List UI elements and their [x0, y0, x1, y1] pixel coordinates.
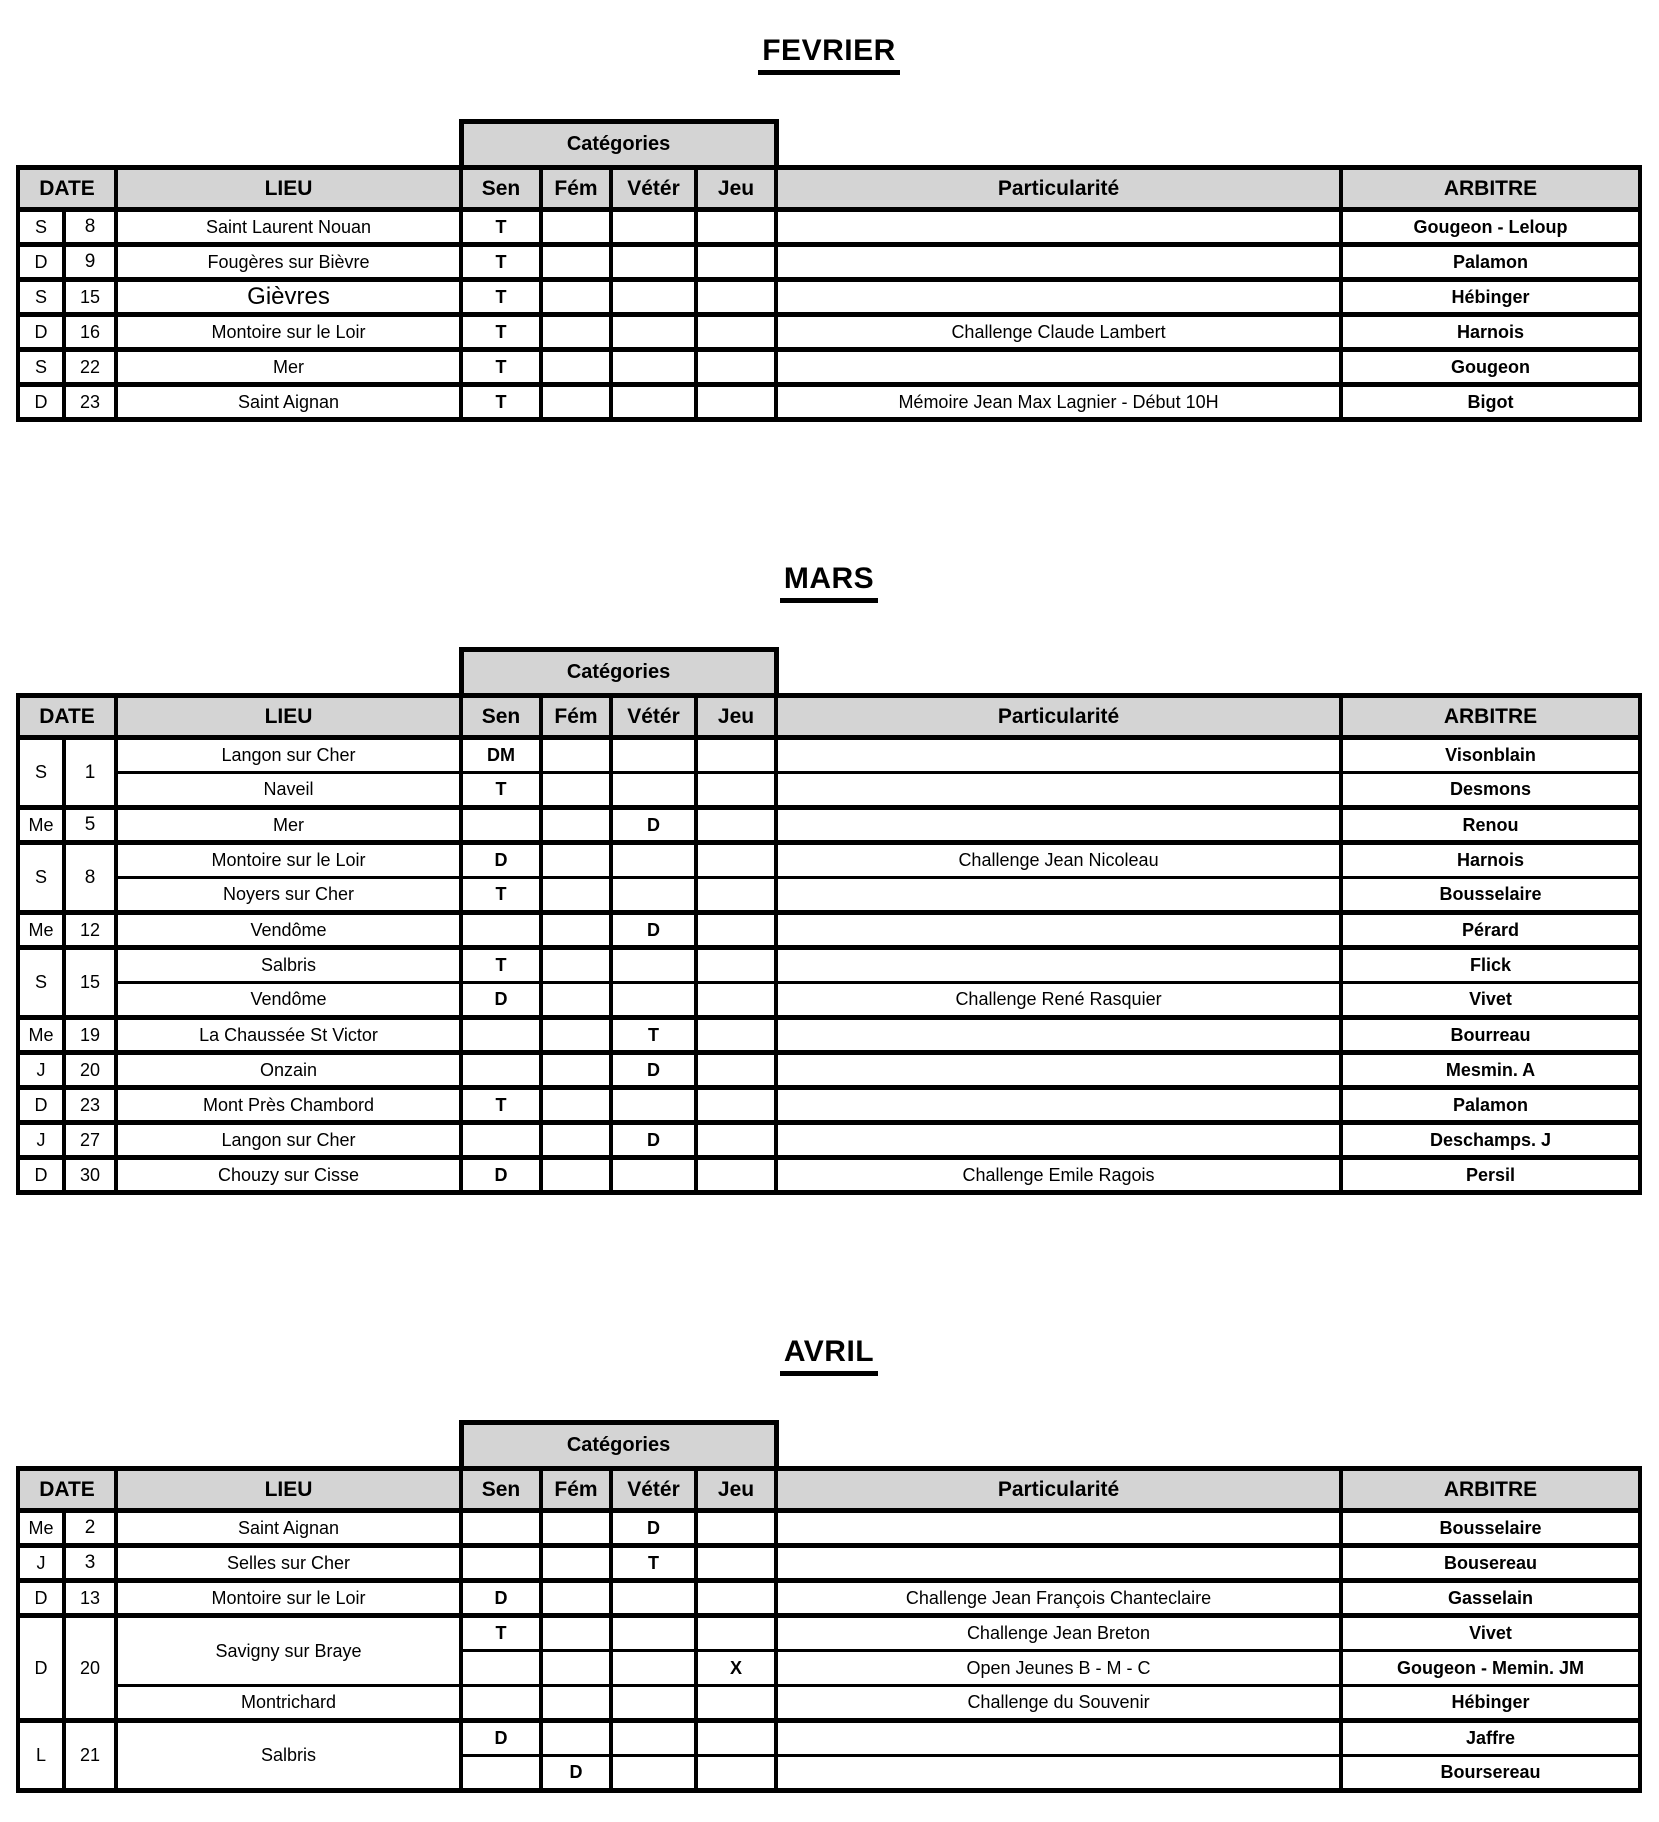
cat-veter-cell: T	[611, 1018, 696, 1053]
cat-veter-cell: D	[611, 913, 696, 948]
calendar-table-fevrier	[16, 119, 1642, 422]
column-header-fem: Fém	[541, 696, 611, 738]
particularite-cell	[776, 245, 1341, 280]
arbitre-cell: Bousereau	[1341, 1546, 1640, 1581]
arbitre-cell: Gougeon - Memin. JM	[1341, 1651, 1640, 1686]
categories-header: Catégories	[461, 650, 776, 696]
cat-jeu-cell	[696, 1511, 776, 1546]
arbitre-cell: Bousselaire	[1341, 1511, 1640, 1546]
cat-jeu-cell	[696, 210, 776, 245]
cat-fem-cell	[541, 280, 611, 315]
cat-veter-cell	[611, 948, 696, 983]
day-cell: D	[18, 385, 64, 420]
cat-jeu-cell	[696, 913, 776, 948]
cat-fem-cell	[541, 948, 611, 983]
cat-fem-cell	[541, 1686, 611, 1721]
particularite-cell	[776, 1756, 1341, 1791]
cat-fem-cell	[541, 1123, 611, 1158]
month-title-wrap	[16, 562, 1642, 603]
months-root	[16, 34, 1659, 1793]
arbitre-cell: Vivet	[1341, 983, 1640, 1018]
column-header-arbitre: ARBITRE	[1341, 1469, 1640, 1511]
lieu-cell: Salbris	[116, 948, 461, 983]
particularite-cell	[776, 738, 1341, 773]
cat-veter-cell	[611, 843, 696, 878]
cat-fem-cell	[541, 1018, 611, 1053]
day-cell: D	[18, 1581, 64, 1616]
cat-veter-cell	[611, 1088, 696, 1123]
column-header-arbitre: ARBITRE	[1341, 168, 1640, 210]
cat-fem-cell	[541, 808, 611, 843]
date-num-cell: 2	[64, 1511, 116, 1546]
day-cell: J	[18, 1546, 64, 1581]
particularite-cell	[776, 1088, 1341, 1123]
particularite-cell	[776, 1053, 1341, 1088]
cat-jeu-cell	[696, 843, 776, 878]
arbitre-cell: Hébinger	[1341, 1686, 1640, 1721]
date-num-cell: 12	[64, 913, 116, 948]
particularite-cell	[776, 1511, 1341, 1546]
arbitre-cell: Vivet	[1341, 1616, 1640, 1651]
cat-sen-cell	[461, 1018, 541, 1053]
cat-sen-cell: D	[461, 983, 541, 1018]
column-header-jeu: Jeu	[696, 696, 776, 738]
cat-veter-cell	[611, 878, 696, 913]
cat-jeu-cell	[696, 1088, 776, 1123]
cat-sen-cell: T	[461, 210, 541, 245]
categories-right-spacer	[776, 122, 1640, 168]
date-num-cell: 16	[64, 315, 116, 350]
cat-jeu-cell	[696, 315, 776, 350]
cat-jeu-cell	[696, 808, 776, 843]
arbitre-cell: Hébinger	[1341, 280, 1640, 315]
day-cell: D	[18, 1158, 64, 1193]
cat-fem-cell	[541, 878, 611, 913]
column-header-part: Particularité	[776, 1469, 1341, 1511]
cat-veter-cell	[611, 1721, 696, 1756]
column-header-lieu: LIEU	[116, 168, 461, 210]
date-num-cell: 8	[64, 210, 116, 245]
cat-jeu-cell	[696, 1581, 776, 1616]
cat-jeu-cell	[696, 1018, 776, 1053]
day-cell: D	[18, 315, 64, 350]
cat-sen-cell: D	[461, 1721, 541, 1756]
cat-jeu-cell	[696, 1123, 776, 1158]
cat-sen-cell: T	[461, 1088, 541, 1123]
calendar-table-mars	[16, 647, 1642, 1195]
cat-jeu-cell	[696, 983, 776, 1018]
cat-fem-cell: D	[541, 1756, 611, 1791]
day-cell: Me	[18, 1511, 64, 1546]
cat-sen-cell: T	[461, 385, 541, 420]
date-num-cell: 21	[64, 1721, 116, 1791]
date-num-cell: 20	[64, 1616, 116, 1721]
lieu-cell: Salbris	[116, 1721, 461, 1791]
column-header-part: Particularité	[776, 168, 1341, 210]
arbitre-cell: Desmons	[1341, 773, 1640, 808]
day-cell: S	[18, 843, 64, 913]
day-cell: L	[18, 1721, 64, 1791]
cat-veter-cell	[611, 385, 696, 420]
day-cell: D	[18, 1616, 64, 1721]
arbitre-cell: Gougeon - Leloup	[1341, 210, 1640, 245]
cat-jeu-cell	[696, 280, 776, 315]
arbitre-cell: Bourreau	[1341, 1018, 1640, 1053]
lieu-cell: Fougères sur Bièvre	[116, 245, 461, 280]
day-cell: Me	[18, 1018, 64, 1053]
cat-sen-cell	[461, 1686, 541, 1721]
column-header-date: DATE	[18, 168, 116, 210]
day-cell: D	[18, 245, 64, 280]
categories-left-spacer	[18, 650, 461, 696]
cat-veter-cell: D	[611, 1511, 696, 1546]
cat-sen-cell: D	[461, 843, 541, 878]
particularite-cell: Challenge Jean François Chanteclaire	[776, 1581, 1341, 1616]
cat-veter-cell	[611, 280, 696, 315]
particularite-cell	[776, 1546, 1341, 1581]
cat-sen-cell: T	[461, 350, 541, 385]
arbitre-cell: Persil	[1341, 1158, 1640, 1193]
lieu-cell: Mont Près Chambord	[116, 1088, 461, 1123]
cat-fem-cell	[541, 1721, 611, 1756]
cat-veter-cell	[611, 738, 696, 773]
lieu-cell: Montoire sur le Loir	[116, 843, 461, 878]
date-num-cell: 1	[64, 738, 116, 808]
cat-veter-cell	[611, 1581, 696, 1616]
lieu-cell: Noyers sur Cher	[116, 878, 461, 913]
cat-fem-cell	[541, 1088, 611, 1123]
day-cell: S	[18, 280, 64, 315]
categories-header: Catégories	[461, 1423, 776, 1469]
particularite-cell	[776, 948, 1341, 983]
cat-sen-cell: D	[461, 1158, 541, 1193]
cat-fem-cell	[541, 1511, 611, 1546]
cat-sen-cell	[461, 1123, 541, 1158]
column-header-lieu: LIEU	[116, 696, 461, 738]
cat-fem-cell	[541, 773, 611, 808]
cat-sen-cell	[461, 1511, 541, 1546]
arbitre-cell: Bigot	[1341, 385, 1640, 420]
cat-sen-cell: D	[461, 1581, 541, 1616]
column-header-sen: Sen	[461, 168, 541, 210]
cat-fem-cell	[541, 738, 611, 773]
column-header-lieu: LIEU	[116, 1469, 461, 1511]
cat-veter-cell	[611, 1651, 696, 1686]
cat-sen-cell: DM	[461, 738, 541, 773]
cat-sen-cell: T	[461, 280, 541, 315]
lieu-cell: Langon sur Cher	[116, 738, 461, 773]
cat-sen-cell: T	[461, 948, 541, 983]
cat-veter-cell	[611, 1686, 696, 1721]
column-header-sen: Sen	[461, 1469, 541, 1511]
arbitre-cell: Bousselaire	[1341, 878, 1640, 913]
month-section-avril	[16, 1335, 1642, 1793]
cat-veter-cell	[611, 1158, 696, 1193]
cat-veter-cell	[611, 245, 696, 280]
lieu-cell: Montoire sur le Loir	[116, 1581, 461, 1616]
lieu-cell: Savigny sur Braye	[116, 1616, 461, 1686]
arbitre-cell: Harnois	[1341, 843, 1640, 878]
date-num-cell: 27	[64, 1123, 116, 1158]
cat-jeu-cell	[696, 1546, 776, 1581]
particularite-cell	[776, 1721, 1341, 1756]
column-header-date: DATE	[18, 1469, 116, 1511]
day-cell: Me	[18, 913, 64, 948]
cat-fem-cell	[541, 843, 611, 878]
column-header-veter: Vétér	[611, 696, 696, 738]
lieu-cell: Montrichard	[116, 1686, 461, 1721]
cat-jeu-cell	[696, 773, 776, 808]
arbitre-cell: Mesmin. A	[1341, 1053, 1640, 1088]
particularite-cell: Challenge Emile Ragois	[776, 1158, 1341, 1193]
cat-sen-cell: T	[461, 773, 541, 808]
particularite-cell: Open Jeunes B - M - C	[776, 1651, 1341, 1686]
arbitre-cell: Gougeon	[1341, 350, 1640, 385]
cat-sen-cell: T	[461, 878, 541, 913]
column-header-sen: Sen	[461, 696, 541, 738]
month-title-wrap	[16, 1335, 1642, 1376]
cat-jeu-cell: X	[696, 1651, 776, 1686]
column-header-jeu: Jeu	[696, 168, 776, 210]
cat-jeu-cell	[696, 1158, 776, 1193]
cat-jeu-cell	[696, 948, 776, 983]
column-header-fem: Fém	[541, 168, 611, 210]
month-title: AVRIL	[780, 1335, 878, 1376]
calendar-table-avril	[16, 1420, 1642, 1793]
month-title: MARS	[780, 562, 878, 603]
date-num-cell: 23	[64, 385, 116, 420]
date-num-cell: 5	[64, 808, 116, 843]
cat-veter-cell	[611, 773, 696, 808]
date-num-cell: 15	[64, 280, 116, 315]
arbitre-cell: Boursereau	[1341, 1756, 1640, 1791]
cat-fem-cell	[541, 210, 611, 245]
cat-sen-cell: T	[461, 1616, 541, 1651]
month-section-fevrier	[16, 34, 1642, 422]
cat-fem-cell	[541, 1651, 611, 1686]
cat-veter-cell	[611, 1616, 696, 1651]
date-num-cell: 9	[64, 245, 116, 280]
categories-right-spacer	[776, 650, 1640, 696]
cat-fem-cell	[541, 983, 611, 1018]
cat-jeu-cell	[696, 878, 776, 913]
particularite-cell	[776, 913, 1341, 948]
cat-sen-cell: T	[461, 245, 541, 280]
lieu-cell: Saint Laurent Nouan	[116, 210, 461, 245]
day-cell: Me	[18, 808, 64, 843]
particularite-cell: Challenge Jean Breton	[776, 1616, 1341, 1651]
lieu-cell: Vendôme	[116, 913, 461, 948]
date-num-cell: 19	[64, 1018, 116, 1053]
lieu-cell: Selles sur Cher	[116, 1546, 461, 1581]
date-num-cell: 15	[64, 948, 116, 1018]
cat-jeu-cell	[696, 1686, 776, 1721]
particularite-cell	[776, 773, 1341, 808]
date-num-cell: 13	[64, 1581, 116, 1616]
day-cell: S	[18, 948, 64, 1018]
arbitre-cell: Harnois	[1341, 315, 1640, 350]
cat-veter-cell	[611, 1756, 696, 1791]
cat-fem-cell	[541, 913, 611, 948]
lieu-cell: Chouzy sur Cisse	[116, 1158, 461, 1193]
cat-fem-cell	[541, 350, 611, 385]
day-cell: J	[18, 1053, 64, 1088]
arbitre-cell: Renou	[1341, 808, 1640, 843]
column-header-arbitre: ARBITRE	[1341, 696, 1640, 738]
lieu-cell: Langon sur Cher	[116, 1123, 461, 1158]
column-header-date: DATE	[18, 696, 116, 738]
lieu-cell: Onzain	[116, 1053, 461, 1088]
lieu-cell: Mer	[116, 808, 461, 843]
particularite-cell	[776, 808, 1341, 843]
day-cell: D	[18, 1088, 64, 1123]
date-num-cell: 22	[64, 350, 116, 385]
cat-veter-cell: D	[611, 1123, 696, 1158]
categories-right-spacer	[776, 1423, 1640, 1469]
date-num-cell: 20	[64, 1053, 116, 1088]
cat-fem-cell	[541, 1158, 611, 1193]
cat-jeu-cell	[696, 1721, 776, 1756]
cat-veter-cell: T	[611, 1546, 696, 1581]
cat-sen-cell	[461, 1651, 541, 1686]
arbitre-cell: Gasselain	[1341, 1581, 1640, 1616]
date-num-cell: 8	[64, 843, 116, 913]
categories-left-spacer	[18, 122, 461, 168]
cat-jeu-cell	[696, 385, 776, 420]
cat-fem-cell	[541, 1616, 611, 1651]
month-title-wrap	[16, 34, 1642, 75]
cat-veter-cell: D	[611, 1053, 696, 1088]
particularite-cell: Challenge Claude Lambert	[776, 315, 1341, 350]
cat-sen-cell: T	[461, 315, 541, 350]
lieu-cell: Montoire sur le Loir	[116, 315, 461, 350]
particularite-cell	[776, 280, 1341, 315]
day-cell: J	[18, 1123, 64, 1158]
cat-jeu-cell	[696, 738, 776, 773]
lieu-cell: Vendôme	[116, 983, 461, 1018]
particularite-cell: Challenge Jean Nicoleau	[776, 843, 1341, 878]
particularite-cell: Mémoire Jean Max Lagnier - Début 10H	[776, 385, 1341, 420]
cat-jeu-cell	[696, 1756, 776, 1791]
arbitre-cell: Jaffre	[1341, 1721, 1640, 1756]
cat-sen-cell	[461, 808, 541, 843]
month-title: FEVRIER	[758, 34, 900, 75]
cat-fem-cell	[541, 385, 611, 420]
day-cell: S	[18, 210, 64, 245]
cat-fem-cell	[541, 1581, 611, 1616]
cat-fem-cell	[541, 1546, 611, 1581]
cat-sen-cell	[461, 1546, 541, 1581]
cat-jeu-cell	[696, 245, 776, 280]
date-num-cell: 23	[64, 1088, 116, 1123]
date-num-cell: 3	[64, 1546, 116, 1581]
cat-veter-cell	[611, 315, 696, 350]
cat-veter-cell: D	[611, 808, 696, 843]
column-header-fem: Fém	[541, 1469, 611, 1511]
categories-header: Catégories	[461, 122, 776, 168]
particularite-cell	[776, 1123, 1341, 1158]
cat-sen-cell	[461, 1756, 541, 1791]
column-header-part: Particularité	[776, 696, 1341, 738]
lieu-cell: La Chaussée St Victor	[116, 1018, 461, 1053]
particularite-cell: Challenge René Rasquier	[776, 983, 1341, 1018]
column-header-veter: Vétér	[611, 1469, 696, 1511]
column-header-veter: Vétér	[611, 168, 696, 210]
cat-jeu-cell	[696, 350, 776, 385]
arbitre-cell: Pérard	[1341, 913, 1640, 948]
day-cell: S	[18, 738, 64, 808]
particularite-cell	[776, 210, 1341, 245]
particularite-cell	[776, 1018, 1341, 1053]
cat-fem-cell	[541, 1053, 611, 1088]
arbitre-cell: Flick	[1341, 948, 1640, 983]
lieu-cell: Mer	[116, 350, 461, 385]
particularite-cell: Challenge du Souvenir	[776, 1686, 1341, 1721]
cat-veter-cell	[611, 983, 696, 1018]
arbitre-cell: Palamon	[1341, 1088, 1640, 1123]
lieu-cell: Saint Aignan	[116, 1511, 461, 1546]
cat-fem-cell	[541, 245, 611, 280]
day-cell: S	[18, 350, 64, 385]
cat-veter-cell	[611, 210, 696, 245]
cat-jeu-cell	[696, 1616, 776, 1651]
lieu-cell: Naveil	[116, 773, 461, 808]
cat-sen-cell	[461, 913, 541, 948]
arbitre-cell: Palamon	[1341, 245, 1640, 280]
lieu-cell: Gièvres	[116, 280, 461, 315]
particularite-cell	[776, 350, 1341, 385]
cat-fem-cell	[541, 315, 611, 350]
arbitre-cell: Deschamps. J	[1341, 1123, 1640, 1158]
cat-sen-cell	[461, 1053, 541, 1088]
categories-left-spacer	[18, 1423, 461, 1469]
date-num-cell: 30	[64, 1158, 116, 1193]
particularite-cell	[776, 878, 1341, 913]
arbitre-cell: Visonblain	[1341, 738, 1640, 773]
cat-veter-cell	[611, 350, 696, 385]
cat-jeu-cell	[696, 1053, 776, 1088]
lieu-cell: Saint Aignan	[116, 385, 461, 420]
month-section-mars	[16, 562, 1642, 1195]
column-header-jeu: Jeu	[696, 1469, 776, 1511]
